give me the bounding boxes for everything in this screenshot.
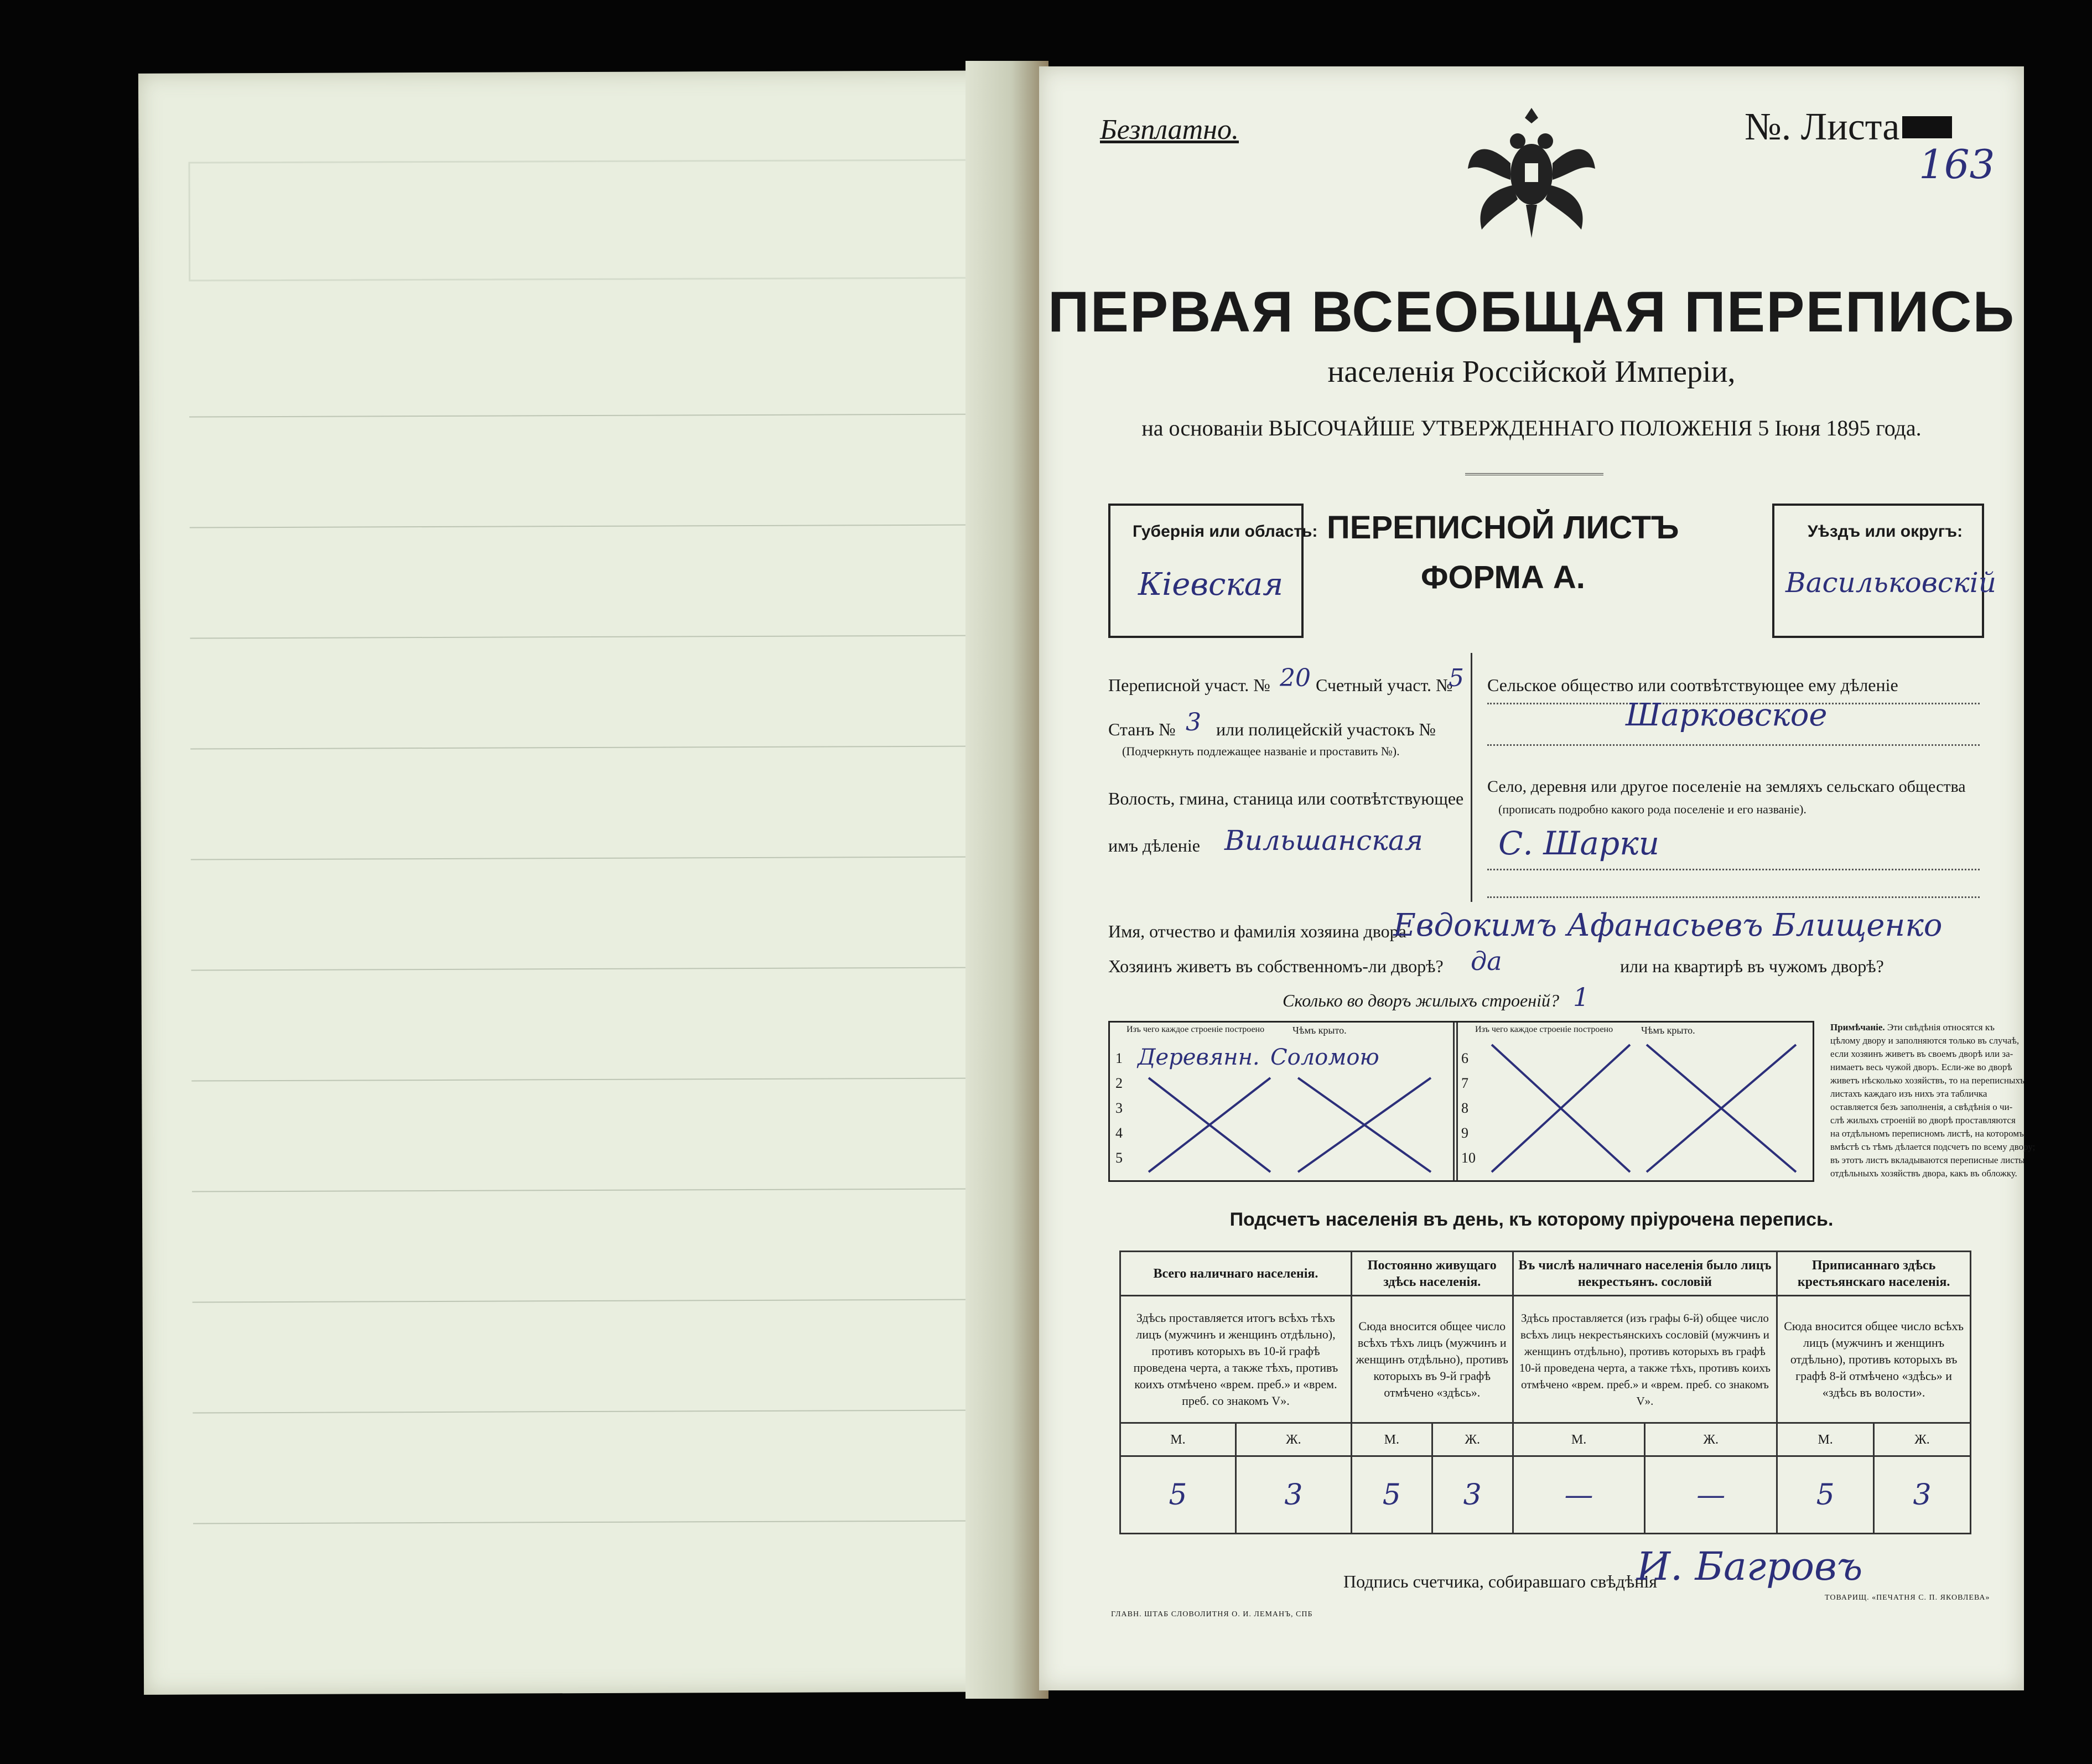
society-label: Сельское общество или соотвѣтствующее ему дѣленіе — [1487, 675, 1898, 695]
col-roof-label: Чѣмъ крыто. — [1292, 1025, 1347, 1036]
volost-value: Вильшанская — [1224, 824, 1423, 857]
uezd-box — [1772, 504, 1996, 638]
pop-male-value: — — [1513, 1456, 1645, 1534]
note-line: цѣлому двору и заполняются только въ случаѣ, — [1830, 1035, 2020, 1046]
pop-col-desc: Сюда вносится общее число всѣхъ лицъ (мужчинъ и женщинъ отдѣльно), противъ которыхъ въ графѣ 8-й отмѣчено «здѣсь» и «здѣсь въ волости». — [1777, 1296, 1971, 1423]
signature-label: Подпись счетчика, собиравшаго свѣдѣнія — [1343, 1571, 1658, 1591]
subtitle: населенія Россійской Имперіи, — [1327, 355, 1736, 389]
note-block — [1830, 1021, 2036, 1180]
main-title: ПЕРВАЯ ВСЕОБЩАЯ ПЕРЕПИСЬ — [1047, 280, 2016, 344]
row-num: 9 — [1461, 1125, 1468, 1141]
village-label: Село, деревня или другое поселеніе на земляхъ сельскаго общества — [1487, 777, 1966, 796]
field-divider — [1471, 653, 1472, 902]
row-num: 2 — [1115, 1075, 1123, 1091]
pop-male-value: 5 — [1777, 1456, 1874, 1534]
own-yard-label: Хозяинъ живетъ въ собственномъ-ли дворѣ? — [1108, 956, 1444, 976]
form-label: ФОРМА А. — [1421, 559, 1585, 595]
imperial-eagle-emblem — [1465, 102, 1598, 246]
uezd-label: Уѣздъ или округъ: — [1808, 522, 1963, 541]
row-num: 1 — [1115, 1050, 1123, 1066]
pop-male-value: 5 — [1120, 1456, 1236, 1534]
row-num: 10 — [1461, 1150, 1476, 1166]
note-line: отдѣльныхъ хозяйствъ двора, какъ въ обложку. — [1830, 1168, 2017, 1179]
owner-label: Имя, отчество и фамилія хозяина двора — [1108, 921, 1406, 941]
pop-col-desc: Здѣсь проставляется итогъ всѣхъ тѣхъ лицъ (мужчинъ и женщинъ отдѣльно), противъ которыхъ въ 10-й графѣ проведена черта, а также тѣхъ, противъ коихъ отмѣчено «врем. преб.» и «врем. преб. со знакомъ V». — [1120, 1296, 1352, 1423]
note-line: живетъ нѣсколько хозяйствъ, то на переписныхъ — [1830, 1075, 2025, 1086]
population-title: Подсчетъ населенія въ день, къ которому пріурочена перепись. — [1229, 1209, 1834, 1230]
stan-value: 3 — [1186, 708, 1201, 736]
left-page-blank — [138, 70, 1043, 1695]
pop-female-value: 3 — [1874, 1456, 1971, 1534]
row-num: 3 — [1115, 1100, 1123, 1116]
gubernia-label: Губернія или область: — [1133, 522, 1318, 541]
buildings-label: Сколько во дворъ жилыхъ строеній? — [1283, 990, 1559, 1010]
imprint-right: ТОВАРИЩ. «ПЕЧАТНЯ С. П. ЯКОВЛЕВА» — [1825, 1594, 1990, 1602]
rent-label: или на квартирѣ въ чужомъ дворѣ? — [1620, 956, 1884, 976]
buildings-table — [1108, 1021, 1814, 1182]
pop-female-value: — — [1645, 1456, 1777, 1534]
census-form-page — [1039, 66, 2036, 1690]
col-material-label-2: Изъ чего каждое строеніе построено — [1475, 1025, 1613, 1034]
note-line: оставляется безъ заполненія, а свѣдѣнія о чи- — [1830, 1102, 2013, 1112]
row-num: 7 — [1461, 1075, 1468, 1091]
pop-col-desc: Здѣсь проставляется (изъ графы 6-й) общее число всѣхъ лицъ некрестьянскихъ сословій (мужчинъ и женщинъ отдѣльно), противъ которыхъ въ графѣ 10-й проведена черта, а также тѣхъ, противъ коихъ отмѣчено «врем. преб.» и «врем. преб. со знакомъ V». — [1513, 1296, 1777, 1423]
row1-material: Деревянн. — [1138, 1045, 1260, 1070]
note-line: въ этотъ листъ вкладываются переписные листы — [1830, 1155, 2025, 1165]
pop-col-head: Всего наличнаго населенія. — [1120, 1252, 1352, 1296]
female-label: Ж. — [1432, 1423, 1513, 1456]
count-district-value: 5 — [1449, 664, 1464, 692]
bleed-through-header — [188, 159, 989, 281]
female-label: Ж. — [1236, 1423, 1351, 1456]
male-label: М. — [1513, 1423, 1645, 1456]
census-district-label: Переписной участ. № — [1108, 675, 1270, 695]
note-line: вмѣстѣ съ тѣмъ дѣлается подсчетъ по всему двору; — [1830, 1142, 2036, 1152]
count-district-label: Счетный участ. № — [1316, 675, 1453, 695]
gubernia-box — [1108, 504, 1318, 638]
row-num: 5 — [1115, 1150, 1123, 1166]
gubernia-value: Кіевская — [1138, 567, 1284, 603]
stan-label: Станъ № — [1108, 719, 1176, 739]
note-title: Примѣчаніе. — [1830, 1022, 1885, 1033]
sheet-title: ПЕРЕПИСНОЙ ЛИСТЪ — [1327, 510, 1679, 546]
strike-through-left — [1132, 1072, 1442, 1177]
row-num: 8 — [1461, 1100, 1468, 1116]
police-label: или полицейскій участокъ № — [1216, 719, 1436, 739]
society-value: Шарковское — [1626, 697, 1828, 733]
population-table — [1119, 1251, 1971, 1534]
imprint-left: ГЛАВН. ШТАБ СЛОВОЛИТНЯ О. И. ЛЕМАНЪ, СПБ — [1111, 1610, 1313, 1618]
pop-col-head: Постоянно живущаго здѣсь населенія. — [1351, 1252, 1513, 1296]
pop-female-value: 3 — [1236, 1456, 1351, 1534]
own-yard-value: да — [1471, 946, 1502, 976]
buildings-value: 1 — [1573, 982, 1590, 1012]
col-roof-label-2: Чѣмъ крыто. — [1641, 1025, 1695, 1036]
census-district-value: 20 — [1280, 664, 1311, 692]
book-gutter — [965, 61, 1048, 1699]
note-line: нимаетъ весь чужой дворъ. Если-же во дворѣ — [1830, 1062, 2012, 1072]
village-note: (прописать подробно какого рода поселеніе и его названіе). — [1498, 802, 1807, 816]
volost-label: Волость, гмина, станица или соотвѣтствующее — [1108, 788, 1464, 808]
row-num: 4 — [1115, 1125, 1123, 1141]
pop-col-head: Въ числѣ наличнаго населенія было лицъ некрестьянъ. сословій — [1513, 1252, 1777, 1296]
male-label: М. — [1777, 1423, 1874, 1456]
volost-label2: имъ дѣленіе — [1108, 836, 1200, 855]
note-line: листахъ каждаго изъ нихъ эта табличка — [1830, 1088, 1987, 1099]
signature-value: И. Багровъ — [1637, 1544, 1863, 1589]
note-line: слѣ жилыхъ строеній во дворѣ проставляются — [1830, 1115, 2016, 1125]
male-label: М. — [1120, 1423, 1236, 1456]
note-line: если хозяинъ живетъ въ своемъ дворѣ или за- — [1830, 1049, 2013, 1059]
underline-note: (Подчеркнуть подлежащее названіе и проставить №). — [1122, 744, 1400, 758]
sheet-no-label: №. Листа — [1745, 106, 1900, 148]
female-label: Ж. — [1645, 1423, 1777, 1456]
legal-basis: на основаніи ВЫСОЧАЙШЕ УТВЕРЖДЕННАГО ПОЛОЖЕНІЯ 5 Іюня 1895 года. — [1141, 416, 1922, 440]
female-label: Ж. — [1874, 1423, 1971, 1456]
pop-col-desc: Сюда вносится общее число всѣхъ тѣхъ лицъ (мужчинъ и женщинъ отдѣльно), противъ которыхъ въ 9-й графѣ отмѣчено «здѣсь». — [1351, 1296, 1513, 1423]
pop-female-value: 3 — [1432, 1456, 1513, 1534]
note-line-0: Примѣчаніе. Эти свѣдѣнія относятся къ — [1830, 1022, 1995, 1033]
row1-roof: Соломою — [1270, 1045, 1379, 1070]
owner-value: Евдокимъ Афанасьевъ Блищенко — [1393, 907, 1943, 943]
male-label: М. — [1351, 1423, 1432, 1456]
row-num: 6 — [1461, 1050, 1468, 1066]
pop-male-value: 5 — [1351, 1456, 1432, 1534]
sheet-no-value: 163 — [1919, 141, 1995, 188]
note-line: на отдѣльномъ переписномъ листѣ, на которомъ — [1830, 1128, 2024, 1139]
free-label: Безплатно. — [1100, 114, 1239, 146]
village-value: С. Шарки — [1498, 824, 1660, 862]
col-material-label: Изъ чего каждое строеніе построено — [1127, 1025, 1265, 1034]
ornament-divider — [1465, 473, 1603, 475]
uezd-value: Васильковскій — [1785, 567, 1996, 599]
sheet-no-redaction — [1902, 116, 1952, 138]
strike-through-right — [1475, 1039, 1802, 1177]
pop-col-head: Приписаннаго здѣсь крестьянскаго населенія. — [1777, 1252, 1971, 1296]
